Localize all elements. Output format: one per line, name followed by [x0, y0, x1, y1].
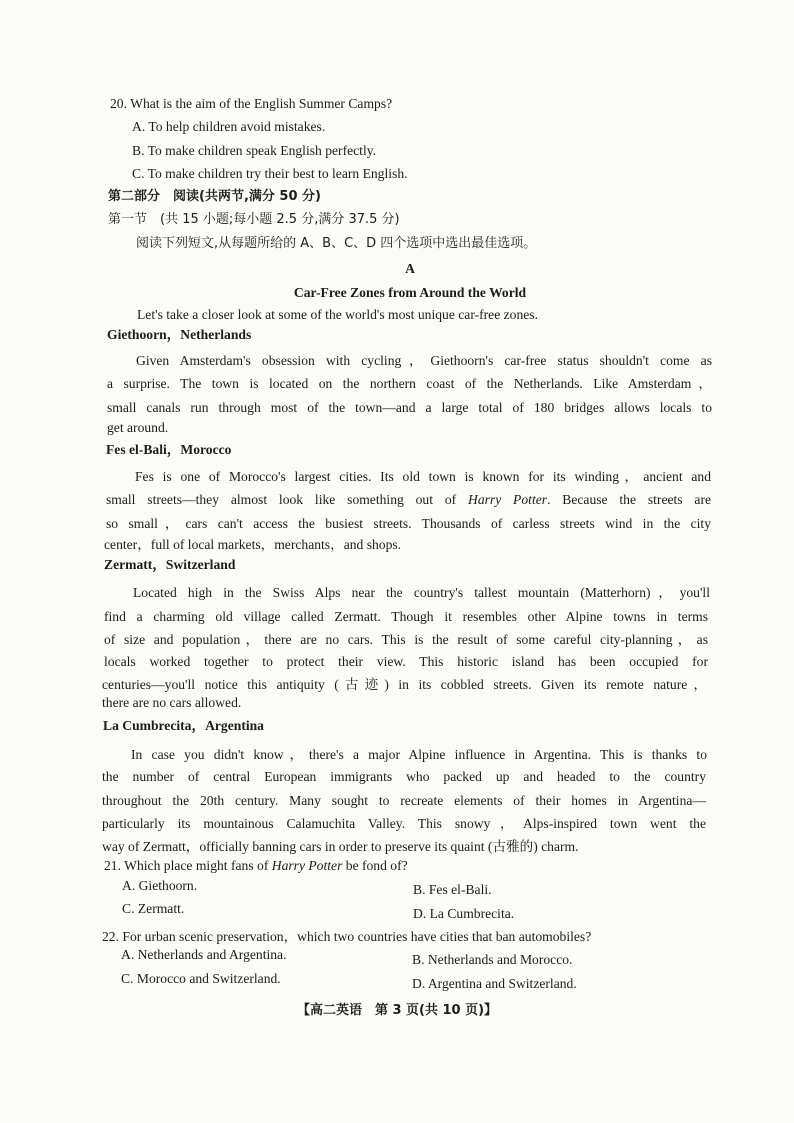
paragraph-line: small canals run through most of the town—and a large total of 180 bridges allows locals to — [107, 400, 712, 415]
passage-letter: A — [405, 261, 415, 276]
q21-option-a: A. Giethoorn. — [122, 878, 198, 893]
paragraph-line: the number of central European immigrants who packed up and headed to the country — [102, 769, 706, 784]
q22-option-a: A. Netherlands and Argentina. — [121, 947, 287, 962]
q21-option-c: C. Zermatt. — [122, 901, 185, 916]
q22-option-d: D. Argentina and Switzerland. — [412, 976, 577, 991]
reading-instruction: 阅读下列短文,从每题所给的 A、B、C、D 四个选项中选出最佳选项。 — [136, 236, 537, 251]
q21-stem-italic: Harry Potter — [271, 858, 343, 873]
paragraph-line: of size and population，there are no cars. This is the result of some careful city-planning，as — [104, 632, 708, 647]
q20-option-b: B. To make children speak English perfectly. — [132, 143, 377, 158]
paragraph-line: centuries—you'll notice this antiquity (古迹) in its cobbled streets. Given its remote nature， — [102, 677, 707, 692]
paragraph-line: so small，cars can't access the busiest streets. Thousands of carless streets wind in the city — [106, 516, 711, 531]
paragraph-line: a surprise. The town is located on the northern coast of the Netherlands. Like Amsterdam， — [107, 376, 712, 391]
paragraph-line: center，full of local markets，merchants，and shops. — [104, 537, 402, 552]
q21-stem-post: be fond of? — [342, 858, 408, 873]
q22-stem: 22. For urban scenic preservation，which two countries have cities that ban automobiles? — [102, 929, 592, 944]
q20-stem: 20. What is the aim of the English Summer Camps? — [110, 96, 393, 111]
paragraph-line: locals worked together to protect their view. This historic island has been occupied for — [104, 654, 708, 669]
paragraph-line: find a charming old village called Zermatt. Though it resembles other Alpine towns in terms — [104, 609, 708, 624]
paragraph-line: Fes is one of Morocco's largest cities. Its old town is known for its winding，ancient and — [135, 469, 711, 484]
q21-option-b: B. Fes el-Bali. — [413, 882, 492, 897]
paragraph-line: small streets—they almost look like something out of Harry Potter. Because the streets are — [106, 492, 712, 507]
paragraph-line: get around. — [107, 420, 169, 435]
q20-option-a: A. To help children avoid mistakes. — [132, 119, 326, 134]
page-footer: 【高二英语 第 3 页(共 10 页)】 — [296, 1003, 498, 1018]
italic-title: Harry Potter — [468, 492, 548, 507]
section-heading-zermatt: Zermatt，Switzerland — [104, 557, 236, 572]
paragraph-line: In case you didn't know，there's a major Alpine influence in Argentina. This is thanks to — [131, 747, 707, 762]
q21-stem — [104, 856, 408, 876]
q22-option-b: B. Netherlands and Morocco. — [412, 952, 573, 967]
passage-intro: Let's take a closer look at some of the world's most unique car-free zones. — [137, 307, 538, 322]
part2-heading: 第二部分 阅读(共两节,满分 50 分) — [108, 189, 321, 204]
section-heading-giethoorn: Giethoorn，Netherlands — [107, 327, 252, 342]
q21-option-d: D. La Cumbrecita. — [413, 906, 515, 921]
q21-stem-pre: 21. Which place might fans of — [104, 858, 272, 873]
passage-title: Car-Free Zones from Around the World — [293, 285, 527, 300]
section1-heading: 第一节 (共 15 小题;每小题 2.5 分,满分 37.5 分) — [108, 212, 400, 227]
paragraph-line: Given Amsterdam's obsession with cycling，Giethoorn's car-free status shouldn't come as — [136, 353, 712, 368]
section-heading-fes: Fes el-Bali，Morocco — [106, 442, 232, 457]
paragraph-line: there are no cars allowed. — [102, 695, 242, 710]
q20-option-c: C. To make children try their best to learn English. — [132, 166, 408, 181]
section-heading-cumbrecita: La Cumbrecita，Argentina — [103, 718, 264, 733]
paragraph-line: way of Zermatt，officially banning cars in order to preserve its quaint (古雅的) charm. — [102, 839, 579, 854]
paragraph-line: Located high in the Swiss Alps near the country's tallest mountain (Matterhorn)，you'll — [133, 585, 710, 600]
q22-option-c: C. Morocco and Switzerland. — [121, 971, 281, 986]
paragraph-line: throughout the 20th century. Many sought to recreate elements of their homes in Argentina— — [102, 793, 706, 808]
paragraph-line: particularly its mountainous Calamuchita Valley. This snowy，Alps-inspired town went the — [102, 816, 706, 831]
